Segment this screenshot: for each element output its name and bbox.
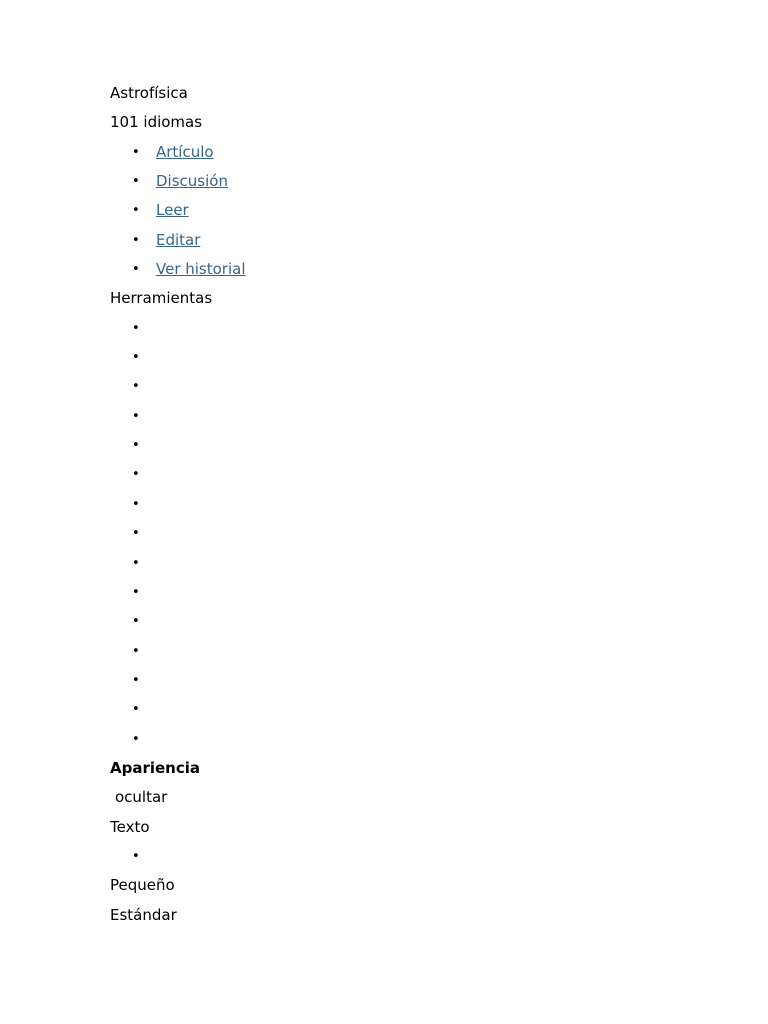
bullet-icon: • — [132, 203, 140, 219]
bullet-icon: • — [132, 144, 140, 160]
tools-item[interactable] — [110, 519, 710, 548]
view-item-article — [110, 138, 710, 167]
bullet-icon: • — [132, 467, 140, 483]
tools-list — [110, 314, 710, 754]
bullet-icon: • — [132, 438, 140, 454]
tab-discussion[interactable]: Discusión — [156, 172, 228, 191]
tools-item[interactable] — [110, 578, 710, 607]
text-size-list — [110, 842, 710, 871]
bullet-icon: • — [132, 555, 140, 571]
tab-read[interactable]: Leer — [156, 201, 189, 220]
tools-item[interactable] — [110, 314, 710, 343]
bullet-icon: • — [132, 174, 140, 190]
tools-item[interactable] — [110, 549, 710, 578]
text-size-item[interactable] — [110, 842, 710, 871]
bullet-icon: • — [132, 731, 140, 747]
tools-heading[interactable]: Herramientas — [110, 289, 213, 308]
language-selector[interactable]: 101 idiomas — [110, 113, 203, 132]
bullet-icon: • — [132, 232, 140, 248]
bullet-icon: • — [132, 702, 140, 718]
tab-view-history[interactable]: Ver historial — [156, 260, 246, 279]
views-list — [110, 138, 710, 285]
bullet-icon: • — [132, 526, 140, 542]
bullet-icon: • — [132, 379, 140, 395]
hide-appearance-button[interactable]: ocultar — [115, 788, 168, 807]
tools-item[interactable] — [110, 607, 710, 636]
bullet-icon: • — [132, 320, 140, 336]
appearance-heading: Apariencia — [110, 758, 201, 777]
tab-edit[interactable]: Editar — [156, 230, 201, 249]
page-title: Astrofísica — [110, 84, 188, 102]
tools-item[interactable] — [110, 372, 710, 401]
view-item-read — [110, 196, 710, 225]
tools-item[interactable] — [110, 666, 710, 695]
view-item-edit — [110, 226, 710, 255]
bullet-icon: • — [132, 643, 140, 659]
tools-item[interactable] — [110, 402, 710, 431]
text-size-option-standard[interactable]: Estándar — [110, 905, 177, 924]
tools-item[interactable] — [110, 460, 710, 489]
tools-item[interactable] — [110, 343, 710, 372]
bullet-icon: • — [132, 408, 140, 424]
bullet-icon: • — [132, 262, 140, 278]
bullet-icon: • — [132, 614, 140, 630]
tools-item[interactable] — [110, 725, 710, 754]
tools-item[interactable] — [110, 431, 710, 460]
bullet-icon: • — [132, 584, 140, 600]
tools-item[interactable] — [110, 490, 710, 519]
page-content — [110, 79, 710, 930]
view-item-history — [110, 255, 710, 284]
bullet-icon: • — [132, 672, 140, 688]
bullet-icon: • — [132, 848, 140, 864]
tools-item[interactable] — [110, 695, 710, 724]
view-item-discussion — [110, 167, 710, 196]
text-size-label: Texto — [110, 817, 150, 836]
bullet-icon: • — [132, 350, 140, 366]
tab-article[interactable]: Artículo — [156, 142, 214, 161]
tools-item[interactable] — [110, 637, 710, 666]
bullet-icon: • — [132, 496, 140, 512]
text-size-option-small[interactable]: Pequeño — [110, 876, 175, 895]
